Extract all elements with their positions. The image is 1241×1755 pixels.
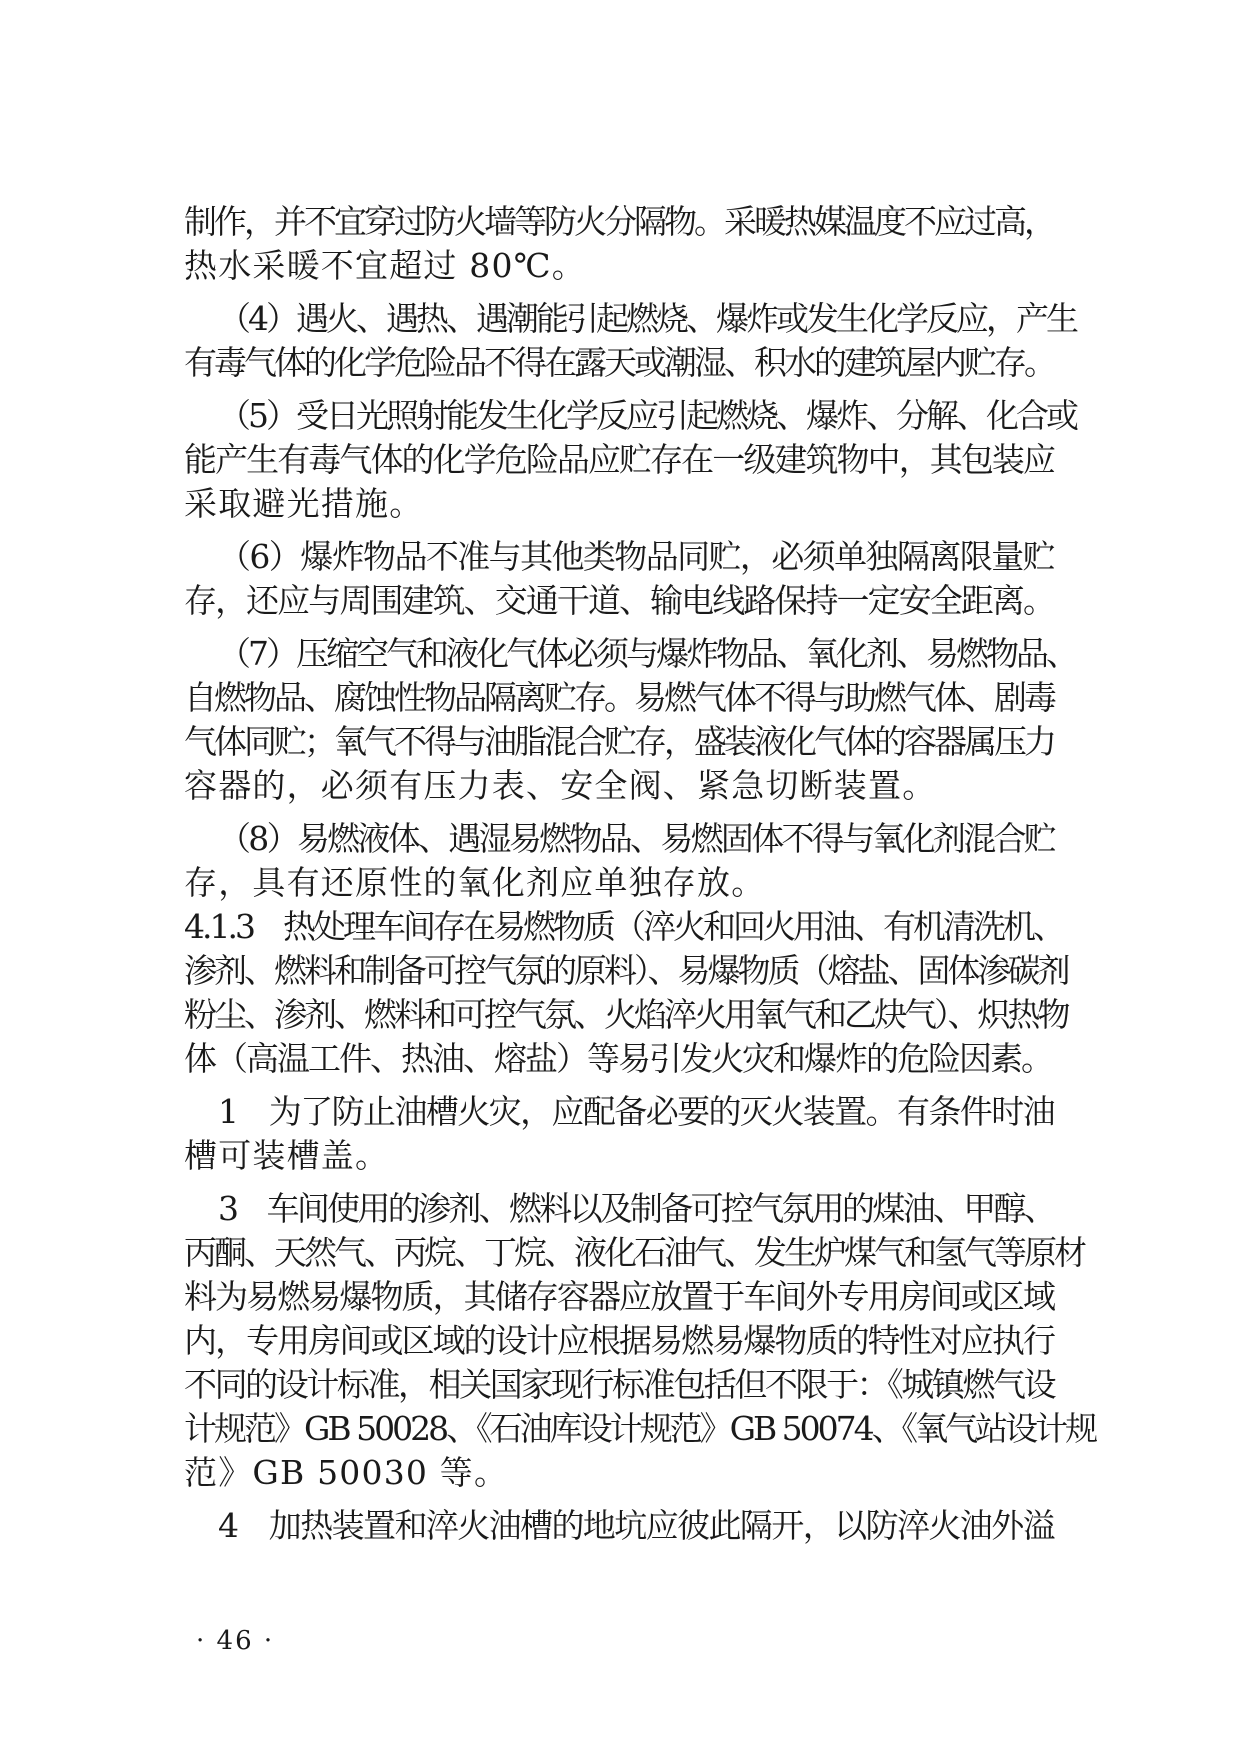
page-body [184,200,1096,1548]
text-line: 丙酮、天然气、丙烷、丁烷、液化石油气、发生炉煤气和氢气等原材 [184,1233,1084,1272]
paragraph-point-3 [184,1187,1096,1495]
paragraph-continuation [184,200,1054,288]
text-line: 存，具有还原性的氧化剂应单独存放。 [184,863,766,902]
text-line: 气体同贮；氧气不得与油脂混合贮存，盛装液化气体的容器属压力 [184,722,1054,761]
text-line: （6）爆炸物品不准与其他类物品同贮，必须单独隔离限量贮 [218,537,1054,576]
paragraph-item-7 [184,632,1076,808]
text-line: 渗剂、燃料和制备可控气氛的原料）、易爆物质（熔盐、固体渗碳剂 [184,951,1068,990]
paragraph-item-4 [184,297,1076,385]
text-line: 制作，并不宜穿过防火墙等防火分隔物。采暖热媒温度不应过高， [184,202,1054,241]
text-line: 料为易燃易爆物质，其储存容器应放置于车间外专用房间或区域 [184,1277,1054,1316]
text-line: （7）压缩空气和液化气体必须与爆炸物品、氧化剂、易燃物品、 [218,634,1076,673]
text-line: （8）易燃液体、遇湿易燃物品、易燃固体不得与氧化剂混合贮 [218,819,1054,858]
paragraph-point-1 [184,1090,1054,1178]
text-line: 能产生有毒气体的化学危险品应贮存在一级建筑物中，其包装应 [184,440,1054,479]
text-line: 自燃物品、腐蚀性物品隔离贮存。易燃气体不得与助燃气体、剧毒 [184,678,1054,717]
text-line: 容器的，必须有压力表、安全阀、紧急切断装置。 [184,766,937,805]
text-line: 3 车间使用的渗剂、燃料以及制备可控气氛用的煤油、甲醇、 [218,1189,1054,1228]
text-line: 采取避光措施。 [184,484,424,523]
paragraph-item-8 [184,817,1054,905]
text-line: 存，还应与周围建筑、交通干道、输电线路保持一定安全距离。 [184,581,1054,620]
text-line: 粉尘、渗剂、燃料和可控气氛、火焰淬火用氧气和乙炔气）、炽热物 [184,995,1068,1034]
text-line: 有毒气体的化学危险品不得在露天或潮湿、积水的建筑屋内贮存。 [184,343,1054,382]
text-line: 槽可装槽盖。 [184,1136,390,1175]
paragraph-item-6 [184,535,1054,623]
paragraph-clause-4-1-3 [184,905,1068,1081]
text-line: 体（高温工件、热油、熔盐）等易引发火灾和爆炸的危险因素。 [184,1039,1052,1078]
text-line: 热水采暖不宜超过 80℃。 [184,246,586,285]
clause-heading-line: 4.1.3 热处理车间存在易燃物质（淬火和回火用油、有机清洗机、 [184,907,1063,946]
text-line: 4 加热装置和淬火油槽的地坑应彼此隔开，以防淬火油外溢 [218,1506,1054,1545]
text-line: 范》GB 50030 等。 [184,1453,509,1492]
paragraph-item-5 [184,394,1076,526]
page-number: · 46 · [196,1626,275,1656]
text-line: （4）遇火、遇热、遇潮能引起燃烧、爆炸或发生化学反应，产生 [218,299,1076,338]
text-line: 内，专用房间或区域的设计应根据易燃易爆物质的特性对应执行 [184,1321,1054,1360]
text-line: 计规范》GB 50028、《石油库设计规范》GB 50074、《氧气站设计规 [184,1409,1096,1448]
text-line: 1 为了防止油槽火灾，应配备必要的灭火装置。有条件时油 [218,1092,1054,1131]
paragraph-point-4 [184,1504,1054,1548]
text-line: 不同的设计标准，相关国家现行标准包括但不限于：《城镇燃气设 [184,1365,1054,1404]
text-line: （5）受日光照射能发生化学反应引起燃烧、爆炸、分解、化合或 [218,396,1076,435]
